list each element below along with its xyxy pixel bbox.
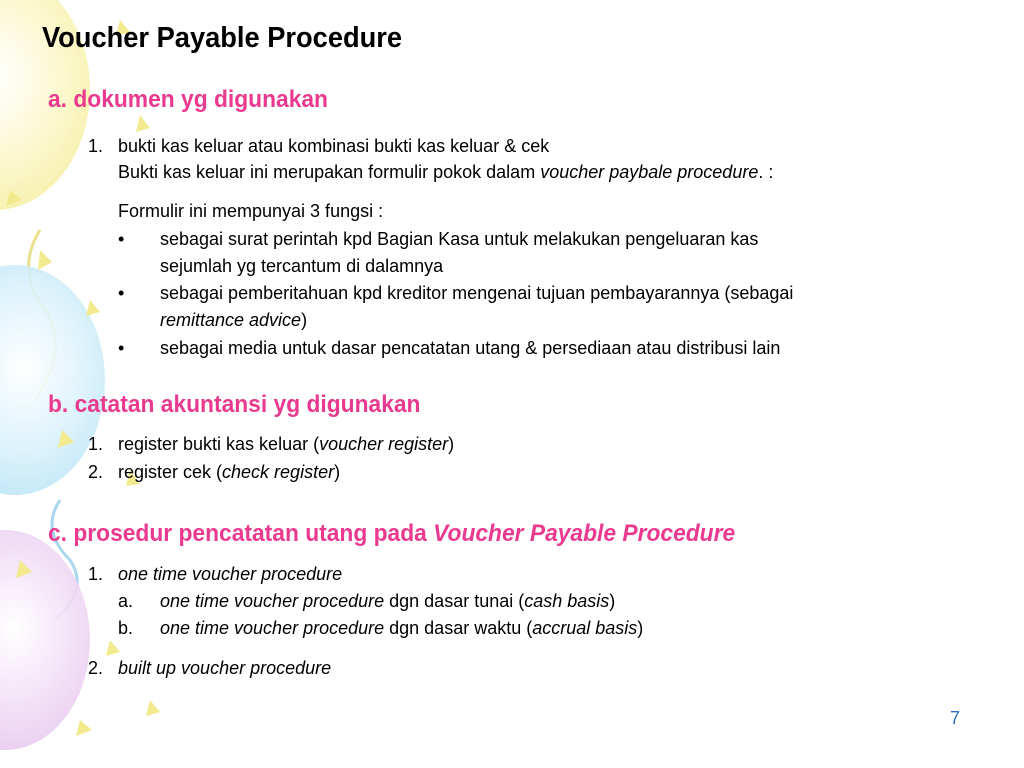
section-a-item1-number: 1.: [88, 136, 104, 156]
section-c-sub-b-label: b.: [118, 618, 134, 638]
section-c-sub-b: [160, 617, 643, 639]
slide-title: Voucher Payable Procedure: [42, 22, 403, 54]
c-item1-italic: one time voucher procedure: [118, 564, 343, 584]
section-c-heading-italic: Voucher Payable Procedure: [433, 520, 736, 547]
fungsi-intro: Formulir ini mempunyai 3 fungsi :: [118, 201, 384, 221]
section-b-item1-number: 1.: [88, 434, 104, 454]
c-sub-b-suffix: ): [637, 618, 644, 638]
section-b-item2-number: 2.: [88, 462, 104, 482]
bullet-1-line1: sebagai surat perintah kpd Bagian Kasa untuk melakukan pengeluaran kas: [160, 229, 759, 249]
bullet-2-italic: remittance advice: [160, 310, 302, 330]
bullet-2-marker: •: [118, 283, 125, 303]
section-c-sub-a: [160, 590, 615, 612]
bullet-2-line1: sebagai pemberitahuan kpd kreditor mengenai tujuan pembayarannya (sebagai: [160, 283, 794, 303]
b-item2-text: register cek (: [118, 462, 223, 482]
b-item1-text: register bukti kas keluar (: [118, 434, 320, 454]
c-item2-italic: built up voucher procedure: [118, 658, 332, 678]
section-c-item2: [118, 657, 331, 679]
b-item1-suffix: ): [448, 434, 455, 454]
b-item1-italic: voucher register: [319, 434, 449, 454]
c-sub-a-suffix: ): [609, 591, 616, 611]
bullet-3-marker: •: [118, 338, 125, 358]
c-sub-b-text: dgn dasar waktu (: [384, 618, 533, 638]
c-sub-a-italic: one time voucher procedure: [160, 591, 385, 611]
c-sub-a-text: dgn dasar tunai (: [384, 591, 525, 611]
section-b-item1: [118, 433, 454, 455]
section-c-item1-number: 1.: [88, 564, 104, 584]
item1-line2-italic: voucher paybale procedure: [540, 162, 759, 182]
b-item2-suffix: ): [334, 462, 341, 482]
c-sub-b-italic2: accrual basis: [532, 618, 638, 638]
b-item2-italic: check register: [222, 462, 335, 482]
section-a-item1-line1: bukti kas keluar atau kombinasi bukti kas keluar & cek: [118, 136, 550, 156]
c-sub-a-italic2: cash basis: [524, 591, 610, 611]
bullet-2-line2: [160, 309, 307, 331]
bullet-1-marker: •: [118, 229, 125, 249]
section-b-heading: b. catatan akuntansi yg digunakan: [48, 391, 421, 418]
bullet-3-line: sebagai media untuk dasar pencatatan utang & persediaan atau distribusi lain: [160, 338, 781, 358]
section-b-item2: [118, 461, 340, 483]
item1-line2-suffix: . :: [758, 162, 774, 182]
section-a-item1-line2: [118, 161, 773, 183]
section-c-item2-number: 2.: [88, 658, 104, 678]
bullet-2-suffix: ): [301, 310, 308, 330]
item1-line2-text: Bukti kas keluar ini merupakan formulir pokok dalam: [118, 162, 541, 182]
section-c-item1: [118, 563, 342, 585]
section-c-heading: [48, 520, 735, 548]
section-c-heading-text: c. prosedur pencatatan utang pada: [48, 520, 434, 547]
page-number: 7: [950, 708, 961, 728]
c-sub-b-italic: one time voucher procedure: [160, 618, 385, 638]
section-a-heading: a. dokumen yg digunakan: [48, 86, 328, 113]
section-c-sub-a-label: a.: [118, 591, 134, 611]
bullet-1-line2: sejumlah yg tercantum di dalamnya: [160, 256, 444, 276]
